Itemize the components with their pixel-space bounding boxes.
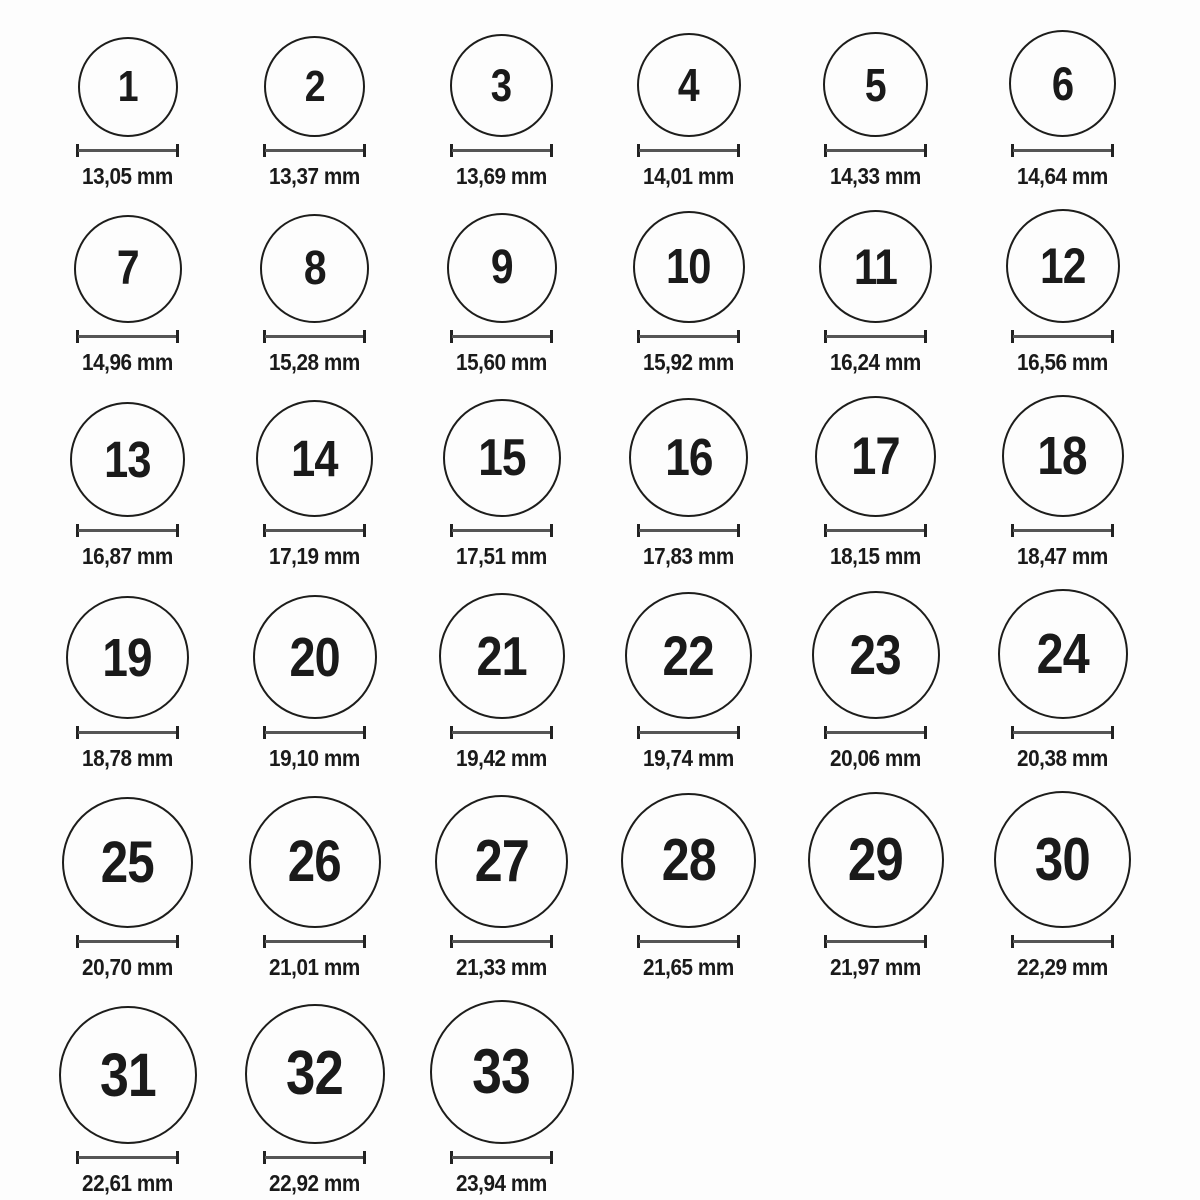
- measure-line: [639, 529, 738, 532]
- ring-size-cell: [595, 26, 782, 189]
- measure-tick-right: [1111, 935, 1114, 948]
- ring-circle: [812, 591, 940, 719]
- ring-circle: [998, 589, 1128, 719]
- diameter-measure-bar: [263, 726, 366, 739]
- circle-area: [812, 585, 940, 719]
- ring-size-number: 20: [289, 625, 340, 688]
- ring-circle: [249, 796, 381, 928]
- diameter-label: 15,60 mm: [456, 349, 547, 375]
- diameter-measure-bar: [450, 144, 553, 157]
- diameter-measure-bar: [263, 524, 366, 537]
- circle-area: [430, 996, 574, 1144]
- measure-tick-right: [550, 1151, 553, 1164]
- diameter-label: 21,33 mm: [456, 954, 547, 980]
- diameter-label: 18,78 mm: [82, 745, 173, 771]
- ring-circle: [439, 593, 565, 719]
- ring-size-cell: [221, 996, 408, 1196]
- measure-line: [826, 335, 925, 338]
- diameter-measure-bar: [263, 1151, 366, 1164]
- diameter-measure-bar: [824, 330, 927, 343]
- diameter-label: 14,01 mm: [643, 163, 734, 189]
- ring-size-cell: [969, 585, 1156, 771]
- diameter-measure-bar: [824, 524, 927, 537]
- ring-circle: [633, 211, 745, 323]
- ring-circle: [629, 398, 748, 517]
- measure-tick-right: [176, 144, 179, 157]
- ring-circle: [447, 213, 557, 323]
- ring-size-cell: [595, 585, 782, 771]
- measure-line: [639, 149, 738, 152]
- diameter-measure-bar: [450, 935, 553, 948]
- circle-area: [819, 205, 932, 323]
- measure-tick-right: [550, 524, 553, 537]
- ring-size-cell: [34, 391, 221, 569]
- ring-circle: [78, 37, 178, 137]
- ring-size-cell: [969, 26, 1156, 189]
- circle-area: [59, 996, 197, 1144]
- circle-area: [245, 996, 385, 1144]
- diameter-label: 22,92 mm: [269, 1170, 360, 1196]
- measure-tick-right: [737, 726, 740, 739]
- circle-area: [447, 205, 557, 323]
- measure-tick-right: [924, 524, 927, 537]
- measure-tick-right: [363, 1151, 366, 1164]
- ring-circle: [637, 33, 741, 137]
- measure-line: [1013, 335, 1112, 338]
- ring-size-cell: [221, 26, 408, 189]
- diameter-label: 17,19 mm: [269, 543, 360, 569]
- measure-tick-right: [363, 726, 366, 739]
- circle-area: [249, 787, 381, 928]
- ring-size-cell: [969, 391, 1156, 569]
- ring-circle: [625, 592, 752, 719]
- ring-size-cell: [34, 585, 221, 771]
- ring-size-cell: [782, 205, 969, 375]
- measure-line: [265, 335, 364, 338]
- diameter-measure-bar: [450, 1151, 553, 1164]
- ring-circle: [264, 36, 365, 137]
- diameter-measure-bar: [824, 935, 927, 948]
- measure-tick-right: [737, 330, 740, 343]
- diameter-measure-bar: [637, 935, 740, 948]
- ring-size-number: 25: [100, 829, 155, 895]
- ring-size-number: 5: [865, 58, 886, 111]
- measure-tick-right: [550, 935, 553, 948]
- diameter-label: 22,29 mm: [1017, 954, 1108, 980]
- measure-line: [78, 335, 177, 338]
- ring-size-number: 30: [1034, 825, 1091, 893]
- ring-circle: [62, 797, 193, 928]
- measure-line: [1013, 529, 1112, 532]
- ring-circle: [1006, 209, 1120, 323]
- ring-circle: [621, 793, 756, 928]
- diameter-label: 13,05 mm: [82, 163, 173, 189]
- measure-tick-right: [924, 330, 927, 343]
- measure-tick-right: [1111, 144, 1114, 157]
- measure-tick-right: [176, 1151, 179, 1164]
- diameter-label: 19,10 mm: [269, 745, 360, 771]
- measure-line: [452, 149, 551, 152]
- diameter-measure-bar: [263, 330, 366, 343]
- measure-line: [826, 940, 925, 943]
- measure-tick-right: [363, 524, 366, 537]
- diameter-label: 23,94 mm: [456, 1170, 547, 1196]
- ring-circle: [253, 595, 377, 719]
- ring-circle: [256, 400, 373, 517]
- ring-size-cell: [782, 787, 969, 980]
- ring-size-cell: [221, 205, 408, 375]
- diameter-measure-bar: [637, 726, 740, 739]
- circle-area: [450, 26, 553, 137]
- circle-area: [1002, 391, 1124, 517]
- ring-size-cell: [34, 996, 221, 1196]
- circle-area: [629, 391, 748, 517]
- diameter-label: 14,33 mm: [830, 163, 921, 189]
- measure-tick-right: [550, 144, 553, 157]
- ring-size-number: 1: [117, 62, 138, 111]
- ring-size-number: 16: [664, 428, 713, 487]
- diameter-measure-bar: [76, 330, 179, 343]
- diameter-measure-bar: [1011, 935, 1114, 948]
- measure-tick-right: [1111, 330, 1114, 343]
- diameter-label: 16,24 mm: [830, 349, 921, 375]
- measure-line: [826, 529, 925, 532]
- ring-size-cell: [34, 205, 221, 375]
- ring-size-cell: [221, 787, 408, 980]
- ring-size-cell: [969, 787, 1156, 980]
- measure-line: [265, 731, 364, 734]
- measure-tick-right: [924, 726, 927, 739]
- circle-area: [264, 26, 365, 137]
- ring-circle: [430, 1000, 574, 1144]
- measure-tick-right: [737, 524, 740, 537]
- ring-circle: [245, 1004, 385, 1144]
- diameter-label: 15,92 mm: [643, 349, 734, 375]
- ring-size-row: [34, 787, 1200, 980]
- measure-line: [78, 529, 177, 532]
- measure-line: [452, 335, 551, 338]
- ring-size-number: 2: [304, 61, 325, 111]
- measure-line: [265, 1156, 364, 1159]
- ring-size-number: 27: [474, 828, 529, 894]
- ring-size-cell: [969, 205, 1156, 375]
- ring-circle: [70, 402, 185, 517]
- ring-size-cell: [782, 585, 969, 771]
- diameter-measure-bar: [824, 726, 927, 739]
- measure-line: [452, 1156, 551, 1159]
- measure-line: [1013, 940, 1112, 943]
- circle-area: [633, 205, 745, 323]
- ring-size-cell: [595, 205, 782, 375]
- circle-area: [808, 787, 944, 928]
- diameter-measure-bar: [637, 144, 740, 157]
- measure-tick-right: [176, 726, 179, 739]
- diameter-label: 21,97 mm: [830, 954, 921, 980]
- ring-size-number: 29: [847, 826, 904, 893]
- ring-size-number: 17: [851, 427, 900, 486]
- measure-tick-right: [176, 935, 179, 948]
- ring-size-number: 24: [1036, 621, 1089, 686]
- circle-area: [998, 585, 1128, 719]
- circle-area: [637, 26, 741, 137]
- ring-size-cell: [34, 787, 221, 980]
- circle-area: [435, 787, 568, 928]
- ring-size-number: 3: [491, 60, 512, 111]
- ring-size-number: 28: [661, 827, 716, 893]
- diameter-label: 14,64 mm: [1017, 163, 1108, 189]
- ring-size-cell: [408, 585, 595, 771]
- ring-size-cell: [34, 26, 221, 189]
- ring-size-number: 26: [287, 829, 342, 894]
- ring-size-number: 32: [286, 1039, 343, 1108]
- ring-circle: [994, 791, 1131, 928]
- measure-line: [78, 149, 177, 152]
- measure-line: [826, 149, 925, 152]
- diameter-measure-bar: [450, 726, 553, 739]
- measure-line: [1013, 731, 1112, 734]
- ring-size-number: 9: [490, 241, 513, 294]
- ring-size-number: 13: [104, 431, 151, 488]
- ring-circle: [1002, 395, 1124, 517]
- measure-line: [826, 731, 925, 734]
- measure-tick-right: [737, 935, 740, 948]
- diameter-label: 14,96 mm: [82, 349, 173, 375]
- circle-area: [253, 585, 377, 719]
- ring-size-number: 19: [102, 627, 153, 688]
- diameter-label: 18,47 mm: [1017, 543, 1108, 569]
- ring-size-cell: [595, 391, 782, 569]
- diameter-label: 13,37 mm: [269, 163, 360, 189]
- ring-circle: [66, 596, 189, 719]
- diameter-label: 21,65 mm: [643, 954, 734, 980]
- measure-line: [639, 335, 738, 338]
- measure-tick-right: [363, 935, 366, 948]
- circle-area: [66, 585, 189, 719]
- ring-circle: [74, 215, 182, 323]
- measure-tick-right: [924, 144, 927, 157]
- ring-size-number: 10: [666, 239, 711, 294]
- diameter-label: 16,87 mm: [82, 543, 173, 569]
- circle-area: [823, 26, 928, 137]
- ring-size-number: 31: [99, 1040, 156, 1109]
- diameter-label: 15,28 mm: [269, 349, 360, 375]
- measure-line: [78, 1156, 177, 1159]
- circle-area: [815, 391, 936, 517]
- circle-area: [994, 787, 1131, 928]
- measure-line: [452, 529, 551, 532]
- diameter-measure-bar: [637, 524, 740, 537]
- diameter-label: 20,70 mm: [82, 954, 173, 980]
- ring-size-number: 21: [476, 624, 527, 687]
- ring-size-number: 12: [1039, 238, 1086, 294]
- measure-line: [452, 940, 551, 943]
- ring-size-row: [34, 26, 1200, 189]
- diameter-measure-bar: [263, 144, 366, 157]
- ring-circle: [450, 34, 553, 137]
- diameter-label: 17,83 mm: [643, 543, 734, 569]
- measure-line: [639, 940, 738, 943]
- diameter-label: 21,01 mm: [269, 954, 360, 980]
- ring-circle: [59, 1006, 197, 1144]
- diameter-measure-bar: [76, 726, 179, 739]
- circle-area: [1006, 205, 1120, 323]
- measure-line: [78, 731, 177, 734]
- circle-area: [70, 391, 185, 517]
- diameter-label: 22,61 mm: [82, 1170, 173, 1196]
- measure-line: [265, 149, 364, 152]
- diameter-label: 20,38 mm: [1017, 745, 1108, 771]
- ring-size-number: 23: [849, 623, 902, 686]
- ring-size-number: 14: [291, 430, 338, 487]
- diameter-measure-bar: [76, 935, 179, 948]
- circle-area: [625, 585, 752, 719]
- circle-area: [62, 787, 193, 928]
- measure-line: [1013, 149, 1112, 152]
- circle-area: [1009, 26, 1116, 137]
- measure-line: [78, 940, 177, 943]
- ring-size-number: 7: [116, 242, 139, 295]
- measure-line: [452, 731, 551, 734]
- ring-circle: [808, 792, 944, 928]
- ring-size-number: 11: [853, 238, 898, 295]
- ring-size-row: [34, 996, 1200, 1196]
- ring-size-cell: [408, 205, 595, 375]
- diameter-measure-bar: [76, 524, 179, 537]
- diameter-measure-bar: [1011, 330, 1114, 343]
- ring-size-cell: [408, 391, 595, 569]
- ring-size-number: 33: [472, 1036, 531, 1107]
- diameter-label: 19,42 mm: [456, 745, 547, 771]
- ring-circle: [260, 214, 369, 323]
- ring-size-number: 6: [1051, 57, 1074, 110]
- circle-area: [256, 391, 373, 517]
- ring-size-cell: [782, 391, 969, 569]
- circle-area: [621, 787, 756, 928]
- measure-tick-right: [924, 935, 927, 948]
- measure-tick-right: [1111, 726, 1114, 739]
- diameter-measure-bar: [450, 524, 553, 537]
- ring-size-cell: [595, 787, 782, 980]
- diameter-measure-bar: [263, 935, 366, 948]
- circle-area: [74, 205, 182, 323]
- measure-tick-right: [363, 330, 366, 343]
- measure-line: [639, 731, 738, 734]
- circle-area: [78, 26, 178, 137]
- ring-circle: [443, 399, 561, 517]
- ring-size-cell: [782, 26, 969, 189]
- measure-tick-right: [176, 524, 179, 537]
- diameter-measure-bar: [76, 1151, 179, 1164]
- diameter-measure-bar: [824, 144, 927, 157]
- measure-tick-right: [363, 144, 366, 157]
- diameter-measure-bar: [1011, 524, 1114, 537]
- ring-size-number: 22: [662, 623, 715, 687]
- ring-circle: [823, 32, 928, 137]
- ring-size-cell: [221, 585, 408, 771]
- diameter-label: 16,56 mm: [1017, 349, 1108, 375]
- measure-tick-right: [550, 330, 553, 343]
- circle-area: [443, 391, 561, 517]
- diameter-label: 20,06 mm: [830, 745, 921, 771]
- ring-circle: [819, 210, 932, 323]
- diameter-measure-bar: [1011, 144, 1114, 157]
- ring-size-row: [34, 205, 1200, 375]
- diameter-measure-bar: [1011, 726, 1114, 739]
- measure-tick-right: [550, 726, 553, 739]
- circle-area: [439, 585, 565, 719]
- ring-size-cell: [408, 787, 595, 980]
- measure-line: [265, 529, 364, 532]
- diameter-measure-bar: [450, 330, 553, 343]
- ring-circle: [815, 396, 936, 517]
- ring-size-row: [34, 585, 1200, 771]
- diameter-measure-bar: [637, 330, 740, 343]
- measure-tick-right: [737, 144, 740, 157]
- diameter-label: 18,15 mm: [830, 543, 921, 569]
- ring-size-cell: [221, 391, 408, 569]
- diameter-label: 13,69 mm: [456, 163, 547, 189]
- ring-circle: [1009, 30, 1116, 137]
- ring-size-cell: [408, 996, 595, 1196]
- diameter-measure-bar: [76, 144, 179, 157]
- diameter-label: 17,51 mm: [456, 543, 547, 569]
- circle-area: [260, 205, 369, 323]
- diameter-label: 19,74 mm: [643, 745, 734, 771]
- ring-size-number: 4: [678, 59, 699, 111]
- ring-circle: [435, 795, 568, 928]
- measure-tick-right: [176, 330, 179, 343]
- ring-size-number: 8: [303, 241, 326, 295]
- ring-size-cell: [408, 26, 595, 189]
- measure-tick-right: [1111, 524, 1114, 537]
- ring-size-number: 18: [1037, 426, 1088, 486]
- measure-line: [265, 940, 364, 943]
- ring-size-row: [34, 391, 1200, 569]
- ring-size-number: 15: [477, 429, 526, 487]
